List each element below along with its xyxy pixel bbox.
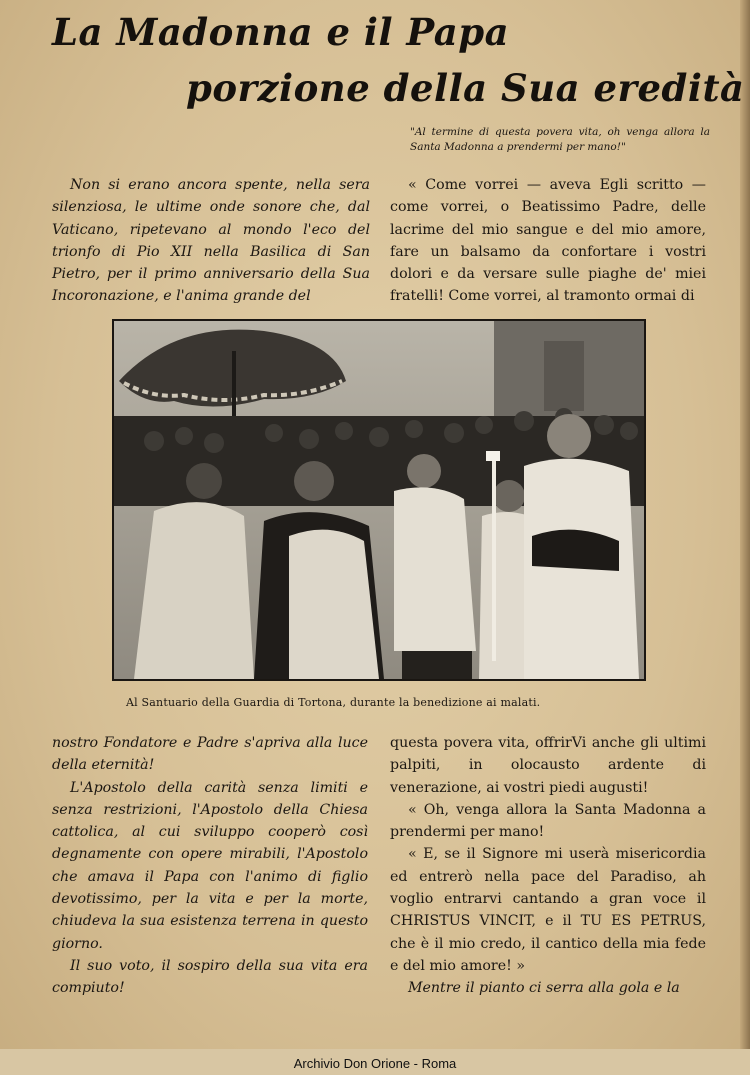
bottom-right-paragraph-2: « Oh, venga allora la Santa Madonna a prendermi per mano! bbox=[390, 801, 706, 841]
bottom-right-paragraph-1: questa povera vita, offrirVi anche gli ultimi palpiti, in olocausto ardente di venerazione, ai vostri piedi augusti! bbox=[390, 735, 706, 796]
top-left-column bbox=[52, 174, 370, 308]
archive-footer: Archivio Don Orione - Roma bbox=[293, 1056, 457, 1071]
procession-photo bbox=[112, 319, 646, 681]
page-edge bbox=[740, 0, 750, 1050]
article-title-line-2: porzione della Sua eredità bbox=[186, 66, 745, 110]
top-right-column bbox=[390, 174, 706, 308]
bottom-left-column bbox=[52, 732, 368, 1000]
bottom-left-paragraph-3: Il suo voto, il sospiro della sua vita era compiuto! bbox=[52, 957, 368, 997]
bottom-right-paragraph-3: « E, se il Signore mi userà misericordia ed entrerò nella pace del Paradiso, ah voglio entrarvi cantando a gran voce il CHRISTUS VINCIT, e il TU ES PETRUS, che è il mio credo, il cantico della mia fede e del mio amore! » bbox=[390, 846, 706, 974]
procession-photo-illustration bbox=[114, 321, 644, 679]
top-left-paragraph: Non si erano ancora spente, nella sera silenziosa, le ultime onde sonore che, dal Vaticano, ripetevano al mondo l'eco del trionfo di Pio XII nella Basilica di San Pietro, per il primo anniversario della Sua Incoronazione, e l'anima grande del bbox=[52, 177, 370, 305]
top-right-paragraph: « Come vorrei — aveva Egli scritto — come vorrei, o Beatissimo Padre, delle lacrime del mio sangue e del mio amore, fare un balsamo da confortare i vostri dolori e da versare sulle piaghe de' miei fratelli! Come vorrei, al tramonto ormai di bbox=[390, 177, 706, 305]
bottom-right-column bbox=[390, 732, 706, 1000]
photo-caption: Al Santuario della Guardia di Tortona, durante la benedizione ai malati. bbox=[126, 696, 541, 709]
article-title-line-1: La Madonna e il Papa bbox=[52, 10, 510, 54]
bottom-right-paragraph-4: Mentre il pianto ci serra alla gola e la bbox=[408, 980, 680, 997]
epigraph-quote: "Al termine di questa povera vita, oh venga allora la Santa Madonna a prendermi per mano!" bbox=[410, 126, 710, 153]
bottom-left-paragraph-2: L'Apostolo della carità senza limiti e senza restrizioni, l'Apostolo della Chiesa cattolica, al cui sviluppo cooperò così degnamente con opere mirabili, l'Apostolo che amava il Papa con l'animo di figlio devotissimo, per la vita e per la morte, chiudeva la sua esistenza terrena in questo giorno. bbox=[52, 779, 368, 952]
bottom-left-paragraph-1: nostro Fondatore e Padre s'apriva alla luce della eternità! bbox=[52, 735, 368, 774]
